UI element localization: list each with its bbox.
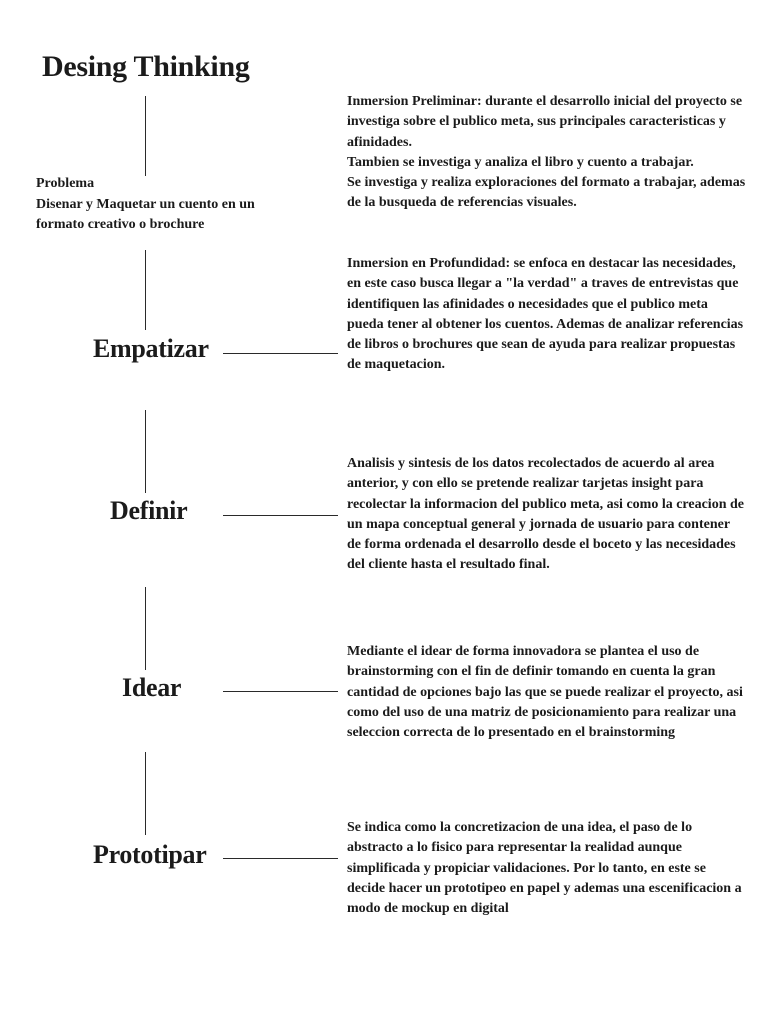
empatizar-paragraph: Inmersion en Profundidad: se enfoca en destacar las necesidades, en este caso busca llegar a "la verdad" a traves de entrevistas que identifiquen las afinidades o necesidades que el publico meta pueda tener al obtener los cuentos. Ademas de analizar referencias de libros o brochures que sean de ayuda para realizar propuestas de maquetacion.: [347, 256, 744, 373]
idear-description: [347, 642, 747, 743]
empatizar-paragraph: Inmersion Preliminar: durante el desarrollo inicial del proyecto se investiga sobre el publico meta, sus principales caracteristicas y afinidades.: [347, 94, 743, 150]
connector-idear-prototipar: [145, 752, 146, 835]
connector-empatizar-description: [223, 353, 338, 354]
problem-label: Problema: [36, 176, 95, 191]
idear-paragraph: Mediante el idear de forma innovadora se plantea el uso de brainstorming con el fin de definir tomando en cuenta la gran cantidad de opciones bajo las que se puede realizar el proyecto, asi como del uso de una matriz de posicionamiento para realizar una seleccion correcta de lo presentado en el brainstorming: [347, 644, 743, 741]
connector-definir-description: [223, 515, 338, 516]
empatizar-description-profundidad: [347, 254, 747, 376]
stage-definir: Definir: [110, 496, 188, 525]
problem-block: [36, 174, 271, 236]
problem-text: Disenar y Maquetar un cuento en un formato creativo o brochure: [36, 196, 255, 232]
connector-problem-empatizar: [145, 250, 146, 330]
prototipar-description: [347, 818, 747, 919]
stage-empatizar: Empatizar: [93, 334, 209, 363]
connector-idear-description: [223, 691, 338, 692]
empatizar-description: [347, 92, 747, 214]
empatizar-paragraph: Tambien se investiga y analiza el libro y cuento a trabajar.: [347, 154, 694, 170]
definir-description: [347, 454, 747, 576]
connector-definir-idear: [145, 587, 146, 670]
prototipar-paragraph: Se indica como la concretizacion de una idea, el paso de lo abstracto a lo fisico para representar la realidad aunque simplificada y propiciar validaciones. Por lo tanto, en este se decide hacer un prototipeo en papel y ademas una escenificacion a modo de mockup en digital: [347, 820, 742, 917]
stage-prototipar: Prototipar: [93, 840, 207, 869]
connector-empatizar-definir: [145, 410, 146, 493]
stage-idear: Idear: [122, 673, 182, 702]
connector-title-problem: [145, 96, 146, 176]
connector-prototipar-description: [223, 858, 338, 859]
page-title: Desing Thinking: [42, 50, 250, 83]
definir-paragraph: Analisis y sintesis de los datos recolectados de acuerdo al area anterior, y con ello se pretende realizar tarjetas insight para recolectar la informacion del publico meta, asi como la creacion de un mapa conceptual general y jornada de usuario para contener de forma ordenada el desarrollo desde el boceto y las necesidades del cliente hasta el resultado final.: [347, 456, 744, 573]
empatizar-paragraph: Se investiga y realiza exploraciones del formato a trabajar, ademas de la busqueda de referencias visuales.: [347, 175, 746, 211]
